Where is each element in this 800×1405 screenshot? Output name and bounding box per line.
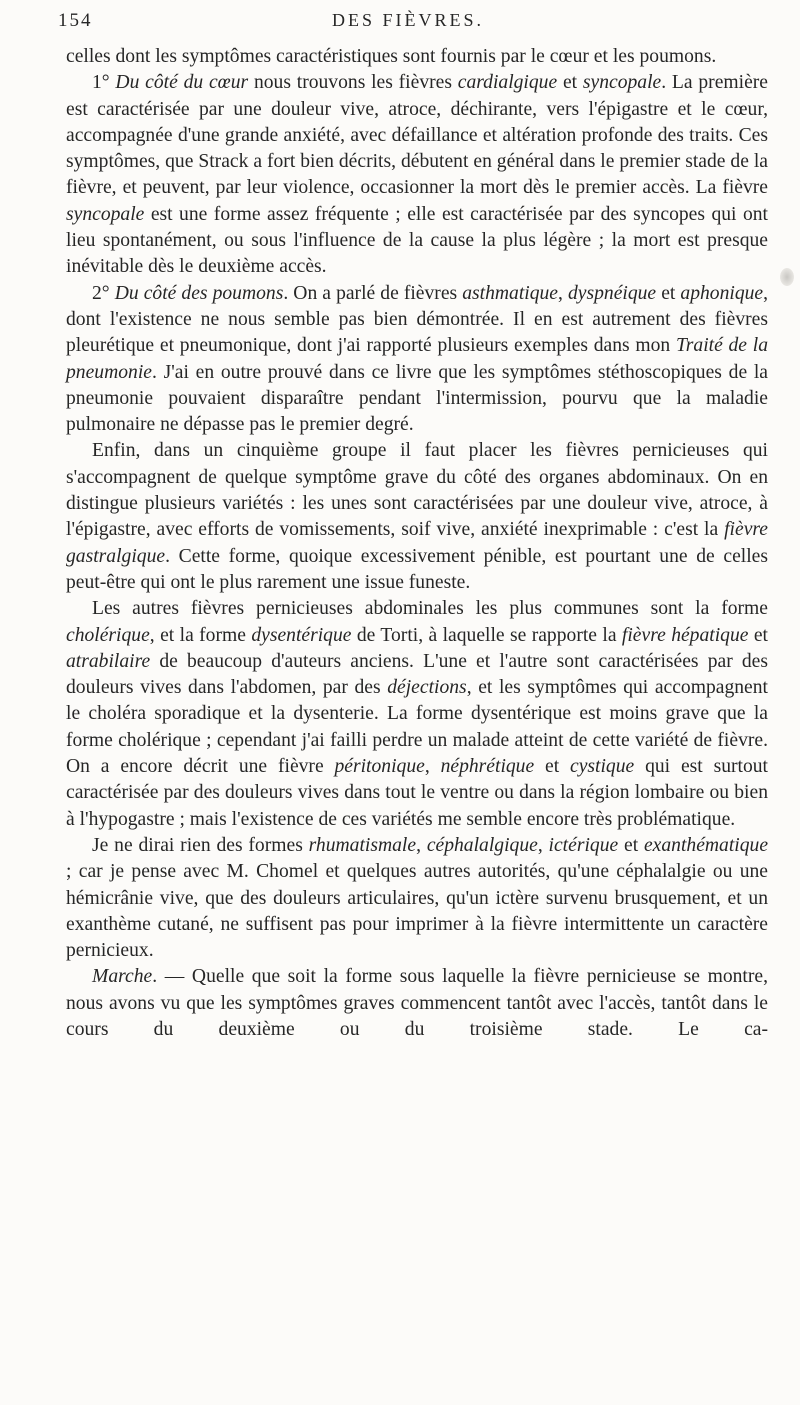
text-run: , et la forme [149, 624, 252, 646]
text-run: , [558, 282, 568, 304]
italic-term: asthmatique [462, 282, 559, 304]
text-run: . La première est caractérisée par une douleur vive, atroce, déchirante, vers l'épigastre et le cœur, accompagnée d'une grande anxiété, avec défaillance et altération profonde des traits. Ces symptômes, que Strack a fort bien décrits, débutent en général dans le premier stade de la fièvre, et peuvent, par leur violence, occasionner la mort dès le premier accès. La fièvre [66, 72, 769, 199]
text-run: , dont l'existence ne nous semble pas bien démontrée. Il en est autrement des fièvres pleurétique et pneumonique, dont j'ai rapporté plusieurs exemples dans mon [66, 282, 769, 357]
italic-term: péritonique [334, 756, 425, 778]
paragraph [66, 833, 768, 964]
text-run: nous trouvons les fièvres [248, 72, 458, 94]
italic-term: Du côté du cœur [115, 72, 249, 94]
text-run: est une forme assez fréquente ; elle est caractérisée par des syncopes qui ont lieu spontanément, ou sous l'influence de la cause la plus légère ; la mort est presque inévitable dès le deuxième accès. [66, 203, 768, 278]
text-run: 2° [92, 282, 115, 304]
paragraph [66, 70, 768, 280]
text-run: , [416, 834, 427, 856]
text-run: et [534, 756, 571, 778]
text-run: Les autres fièvres pernicieuses abdominales les plus communes sont la forme [92, 598, 768, 620]
italic-term: exanthématique [643, 834, 769, 856]
page-number: 154 [58, 10, 93, 31]
text-run: , [537, 834, 549, 856]
italic-term: aphonique [680, 282, 764, 304]
running-header [58, 10, 758, 36]
paper-stain [780, 268, 794, 286]
text-run: Je ne dirai rien des formes [92, 834, 309, 856]
paragraph [66, 438, 768, 596]
text-run: . — Quelle que soit la forme sous laquelle la fièvre pernicieuse se montre, nous avons vu que les symptômes graves commencent tantôt avec l'accès, tantôt dans le cours du deuxième ou du troisième stade. Le ca- [66, 966, 768, 1040]
text-run: et [748, 624, 769, 646]
text-run: de Torti, à laquelle se rapporte la [351, 624, 622, 646]
text-run: qui est surtout caractérisée par des douleurs vives dans tout le ventre ou dans la région lombaire ou bien à l'hypogastre ; mais l'existence de ces variétés me semble encore très problématique. [66, 756, 769, 830]
text-run: 1° [92, 72, 116, 94]
italic-term: dyspnéique [567, 282, 657, 304]
text-run: celles dont les symptômes caractéristiques sont fournis par le cœur et les poumons. [66, 46, 717, 67]
text-run: , et les symptômes qui accompagnent le choléra sporadique et la dysenterie. La forme dysentérique est moins grave que la forme cholérique ; cependant j'ai failli perdre un malade atteint de cette variété de fièvre. On a encore décrit une fièvre [66, 677, 768, 778]
text-run: et [656, 282, 681, 304]
italic-term: néphrétique [440, 756, 535, 778]
italic-term: cholérique [66, 624, 150, 646]
italic-term: rhumatismale [308, 834, 417, 856]
text-run: de beaucoup d'auteurs anciens. L'une et l'autre sont caractérisées par des douleurs vives dans l'abdomen, par des [66, 650, 768, 699]
italic-term: ictérique [548, 834, 619, 856]
text-run: , [424, 756, 441, 778]
paragraph [66, 44, 768, 70]
text-run: . J'ai en outre prouvé dans ce livre que les symptômes stéthoscopiques de la pneumonie pouvaient disparaître pendant l'intermission, pourvu que la maladie pulmonaire ne dépasse pas le premier degré. [66, 361, 768, 436]
italic-term: fièvre gastralgique [66, 519, 768, 567]
paragraph [66, 596, 768, 833]
italic-term: fièvre hépatique [621, 624, 749, 646]
text-run: et [618, 834, 644, 856]
text-run: . On a parlé de fièvres [283, 282, 463, 304]
italic-term: syncopale [66, 203, 145, 225]
paragraph [66, 281, 768, 439]
italic-term: syncopale [582, 72, 662, 94]
italic-term: céphalalgique [426, 834, 538, 856]
italic-term: cardialgique [457, 72, 558, 94]
text-run: Enfin, dans un cinquième groupe il faut placer les fièvres pernicieuses qui s'accompagnent de quelque symptôme grave du côté des organes abdominaux. On en distingue plusieurs variétés : les unes sont caractérisées par une douleur vive, atroce, à l'épigastre, avec efforts de vomissements, soif vive, anxiété inexprimable : c'est la [66, 440, 768, 541]
italic-term: déjections [387, 677, 467, 699]
body-text [66, 44, 768, 1043]
italic-term: cystique [570, 756, 635, 778]
paragraph [66, 964, 768, 1043]
italic-term: atrabilaire [66, 650, 151, 672]
running-title: DES FIÈVRES. [331, 10, 484, 30]
italic-term: Marche [92, 966, 153, 988]
text-run: . Cette forme, quoique excessivement pénible, est pourtant une de celles peut-être qui ont le plus rarement une issue funeste. [66, 545, 768, 593]
italic-term: Du côté des poumons [114, 282, 284, 304]
italic-term: Traité de la pneumonie [66, 335, 768, 383]
text-run: et [557, 72, 583, 94]
text-run: ; car je pense avec M. Chomel et quelques autres autorités, qu'une céphalalgie ou une hémicrânie vive, que des douleurs articulaires, qu'un ictère survenu brusquement, et un exanthème cutané, ne suffisent pas pour imprimer à la fièvre intermittente un caractère pernicieux. [66, 861, 768, 962]
italic-term: dysentérique [251, 624, 352, 646]
